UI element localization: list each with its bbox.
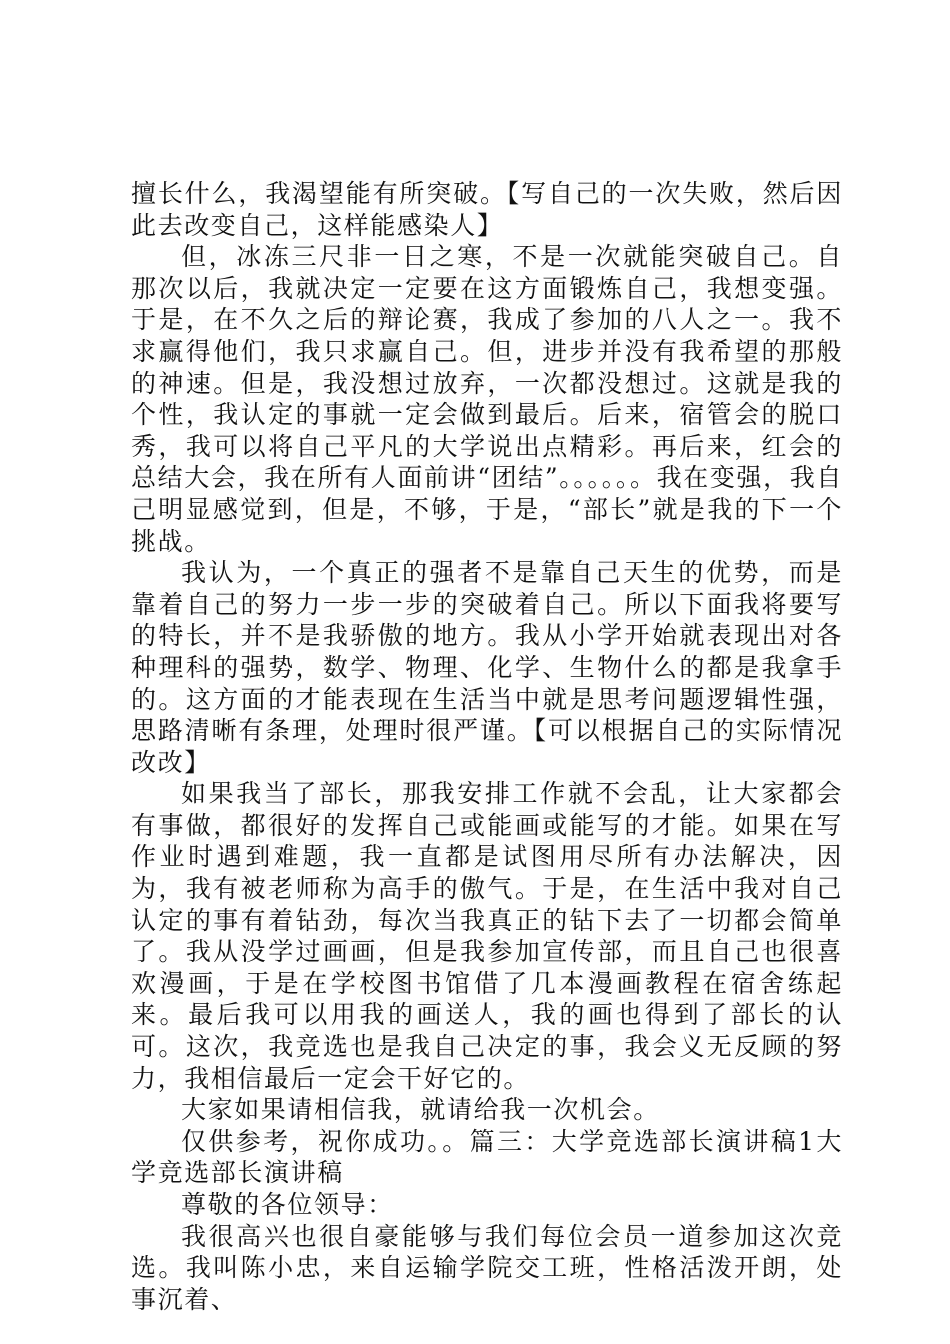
document-body (131, 178, 843, 1315)
paragraph-8: 我很高兴也很自豪能够与我们每位会员一道参加这次竞选。我叫陈小忠，来自运输学院交工班，性格活泼开朗，处事沉着、 (131, 1221, 843, 1314)
paragraph-3: 我认为，一个真正的强者不是靠自己天生的优势，而是靠着自己的努力一步一步的突破着自己。所以下面我将要写的特长，并不是我骄傲的地方。我从小学开始就表现出对各种理科的强势，数学、物理、化学、生物什么的都是我拿手的。这方面的才能表现在生活当中就是思考问题逻辑性强，思路清晰有条理，处理时很严谨。【可以根据自己的实际情况改改】 (131, 558, 843, 777)
paragraph-1: 擅长什么，我渴望能有所突破。【写自己的一次失败，然后因此去改变自己，这样能感染人】 (131, 179, 843, 240)
paragraph-7: 尊敬的各位领导： (181, 1190, 394, 1219)
paragraph-5: 大家如果请相信我，就请给我一次机会。 (181, 1095, 660, 1125)
paragraph-2: 但，冰冻三尺非一日之寒，不是一次就能突破自己。自那次以后，我就决定一定要在这方面锻炼自己，我想变强。于是，在不久之后的辩论赛，我成了参加的八人之一。我不求赢得他们，我只求赢自己。但，进步并没有我希望的那般的神速。但是，我没想过放弃，一次都没想过。这就是我的个性，我认定的事就一定会做到最后。后来，宿管会的脱口秀，我可以将自己平凡的大学说出点精彩。再后来，红会的总结大会，我在所有人面前讲“团结”。。。。。。我在变强，我自己明显感觉到，但是，不够，于是，“部长”就是我的下一个挑战。 (131, 242, 843, 556)
paragraph-6: 仅供参考，祝你成功。。篇三：大学竞选部长演讲稿1大学竞选部长演讲稿 (131, 1126, 843, 1188)
paragraph-4: 如果我当了部长，那我安排工作就不会乱，让大家都会有事做，都很好的发挥自己或能画或能写的才能。如果在写作业时遇到难题，我一直都是试图用尽所有办法解决，因为，我有被老师称为高手的傲气。于是，在生活中我对自己认定的事有着钻劲，每次当我真正的钻下去了一切都会简单了。我从没学过画画，但是我参加宣传部，而且自己也很喜欢漫画，于是在学校图书馆借了几本漫画教程在宿舍练起来。最后我可以用我的画送人，我的画也得到了部长的认可。这次，我竞选也是我自己决定的事，我会义无反顾的努力，我相信最后一定会干好它的。 (131, 779, 843, 1093)
